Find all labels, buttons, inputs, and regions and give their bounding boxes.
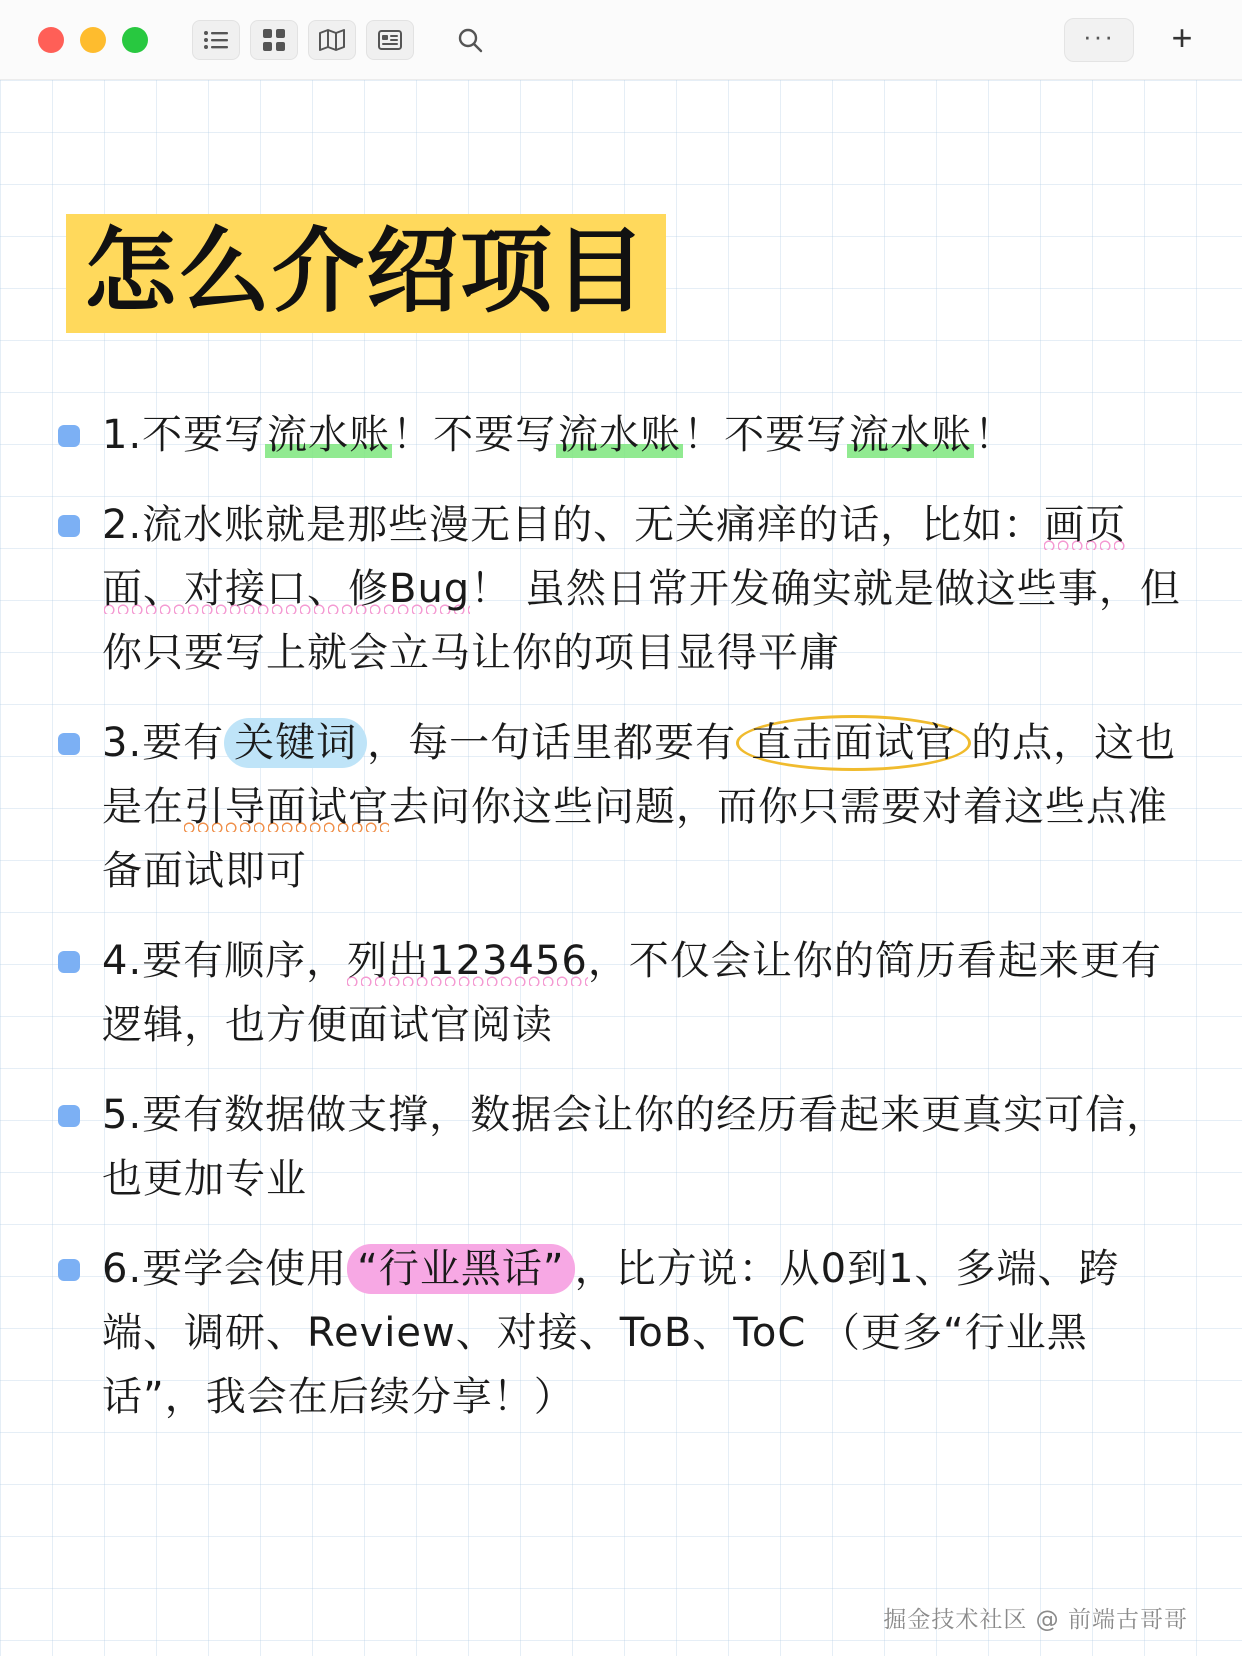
card-view-button[interactable]	[366, 20, 414, 60]
bullet-icon	[58, 733, 80, 755]
bullet-icon	[58, 515, 80, 537]
list-item	[58, 929, 1190, 1057]
highlighted-text: 列出123456	[347, 937, 588, 984]
highlighted-text: 流水账	[267, 411, 391, 458]
view-toolbar	[192, 20, 494, 60]
highlighted-text: 流水账	[849, 411, 973, 458]
list-item	[58, 1237, 1190, 1429]
text-run: 6.要学会使用	[102, 1245, 348, 1292]
more-options-button[interactable]: ···	[1064, 18, 1134, 62]
window-controls	[38, 27, 148, 53]
list-view-button[interactable]	[192, 20, 240, 60]
list-item-text	[102, 403, 1190, 467]
highlighted-text: 画页面、对接口、修Bug	[102, 501, 1127, 612]
highlighted-text: 引导面试官	[184, 783, 389, 830]
map-view-button[interactable]	[308, 20, 356, 60]
note-title-wrapper	[66, 214, 666, 333]
minimize-window-button[interactable]	[80, 27, 106, 53]
list-item-text	[102, 493, 1190, 685]
list-item-text	[102, 711, 1190, 903]
text-run: 去问你这些问题，而你只需要对着这些点准备面试即可	[102, 783, 1168, 894]
new-note-button[interactable]: +	[1171, 16, 1195, 58]
list-view-icon	[203, 30, 229, 50]
watermark: 掘金技术社区 @ 前端古哥哥	[883, 1607, 1188, 1633]
close-window-button[interactable]	[38, 27, 64, 53]
list-item	[58, 1083, 1190, 1211]
list-item-text	[102, 1083, 1190, 1211]
text-run: ，不仅会让你的简历看起来更有逻辑，也方便面试官阅读	[102, 937, 1162, 1048]
note-canvas	[0, 80, 1242, 1656]
grid-view-button[interactable]	[250, 20, 298, 60]
text-run: 1.不要写	[102, 411, 266, 458]
card-view-icon	[378, 30, 402, 50]
bullet-icon	[58, 951, 80, 973]
text-run: 2.流水账就是那些漫无目的、无关痛痒的话，比如：	[102, 501, 1045, 548]
maximize-window-button[interactable]	[122, 27, 148, 53]
text-run: 3.要有	[102, 719, 225, 766]
highlighted-text: 关键词	[224, 718, 367, 768]
note-list	[58, 403, 1190, 1429]
list-item-text	[102, 929, 1190, 1057]
text-run: ！不要写	[392, 411, 557, 458]
text-run: 5.要有数据做支撑，数据会让你的经历看起来更真实可信，也更加专业	[102, 1091, 1168, 1202]
highlighted-text: 直击面试官	[736, 715, 971, 771]
page-title: 怎么介绍项目	[84, 218, 649, 325]
bullet-icon	[58, 1105, 80, 1127]
text-run: ！	[974, 411, 1016, 458]
title-bar	[0, 0, 1242, 80]
list-item	[58, 403, 1190, 467]
map-icon	[319, 29, 345, 51]
list-item	[58, 711, 1190, 903]
bullet-icon	[58, 425, 80, 447]
list-item-text	[102, 1237, 1190, 1429]
window-actions	[1064, 18, 1218, 62]
text-run: ，比方说：从0到1、多端、跨端、调研、Review、对接、ToB、ToC （更多“行业黑话”，我会在后续分享！）	[102, 1245, 1120, 1420]
list-item	[58, 493, 1190, 685]
title-highlight	[66, 214, 666, 333]
search-button[interactable]	[446, 20, 494, 60]
text-run: 的点，这也是在	[102, 719, 1177, 830]
highlighted-text: “行业黑话”	[347, 1244, 574, 1294]
text-run: ！ 虽然日常开发确实就是做这些事，但你只要写上就会立马让你的项目显得平庸	[102, 565, 1181, 676]
text-run: ！不要写	[683, 411, 848, 458]
bullet-icon	[58, 1259, 80, 1281]
text-run: 4.要有顺序，	[102, 937, 348, 984]
grid-view-icon	[262, 28, 286, 52]
search-icon	[457, 27, 483, 53]
text-run: ，每一句话里都要有	[367, 719, 737, 766]
highlighted-text: 流水账	[558, 411, 682, 458]
